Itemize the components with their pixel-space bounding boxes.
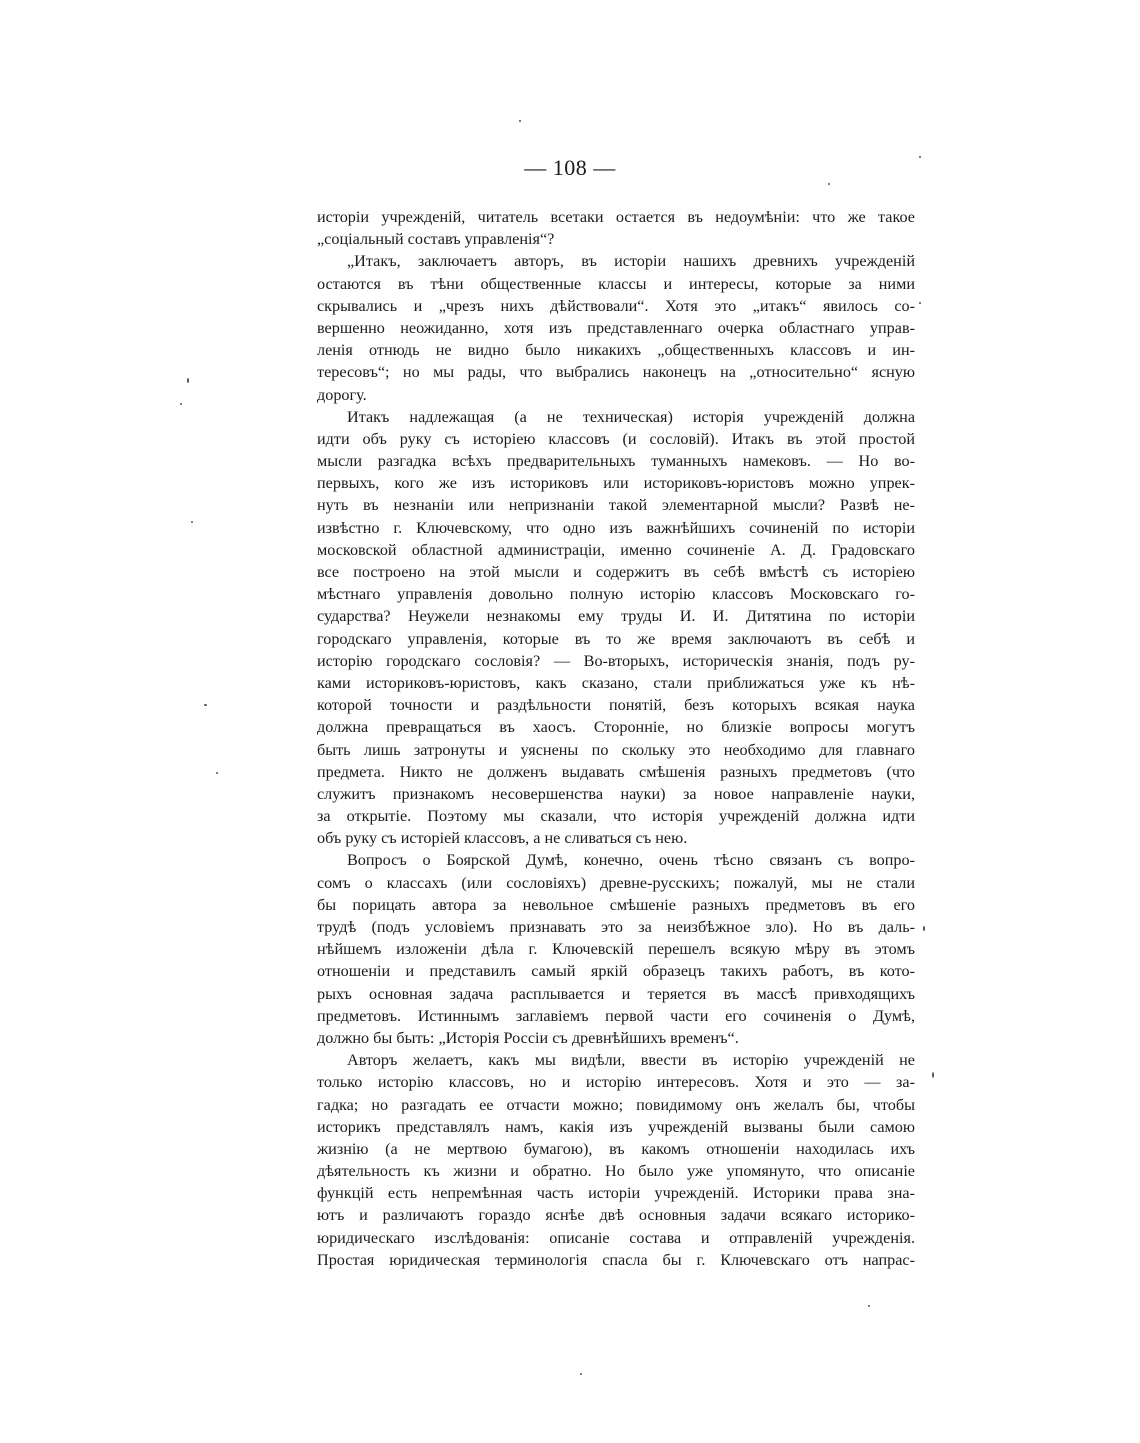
text-line: трудѣ (подъ условіемъ признавать это за неизбѣжное зло). Но въ даль- [317,918,915,936]
scan-speck [204,704,207,706]
text-line: дѣятельность къ жизни и обратно. Но было уже упомянуто, что описаніе [317,1162,915,1181]
scan-speck [519,120,521,122]
text-line: предмета. Никто не долженъ выдавать смѣшенія разныхъ предметовъ (что [317,762,915,781]
text-line: сомъ о классахъ (или сословіяхъ) древне-русскихъ; пожалуй, мы не стали [317,873,915,892]
text-line: гадка; но разгадать ее отчасти можно; повидимому онъ желалъ бы, чтобы [317,1095,915,1114]
text-line: исторіи учрежденій, читатель всетаки остается въ недоумѣніи: что же такое [317,208,915,226]
text-line: идти объ руку съ исторіею классовъ (и сословій). Итакъ въ этой простой [317,429,915,448]
text-line: вершенно неожиданно, хотя изъ представленнаго очерка областнаго управ- [317,318,915,337]
scan-speck [932,1072,934,1078]
text-line: первыхъ, кого же изъ историковъ или историковъ-юристовъ можно упрек- [317,474,915,493]
text-line: извѣстно г. Ключевскому, что одно изъ важнѣйшихъ сочиненій по исторіи [317,518,915,537]
scan-speck [191,521,193,523]
text-line: быть лишь затронуты и уяснены по скольку это необходимо для главнаго [317,740,915,759]
text-line: которой точности и раздѣльности понятій, безъ которыхъ всякая наука [317,696,915,715]
text-line: историкъ представлялъ намъ, какія изъ учрежденій вызваны были самою [317,1117,915,1136]
scan-speck [187,378,189,383]
text-line: объ руку съ исторіей классовъ, а не сливаться съ нею. [317,829,688,848]
text-line: остаются въ тѣни общественные классы и интересы, которые за ними [317,274,915,293]
text-line: Простая юридическая терминологія спасла бы г. Ключевскаго отъ напрас- [317,1250,915,1269]
text-line: мѣстнаго управленія довольно полную исторію классовъ Московскаго го- [317,585,915,604]
text-line: Вопросъ о Боярской Думѣ, конечно, очень тѣсно связанъ съ вопро- [347,851,915,870]
text-line: Авторъ желаетъ, какъ мы видѣли, ввести въ исторію учрежденій не [347,1051,915,1070]
scan-speck [868,1305,870,1307]
text-line: „соціальный составъ управленія“? [317,230,555,249]
text-line: предметовъ. Истиннымъ заглавіемъ первой части его сочиненія о Думѣ, [317,1006,915,1025]
scan-speck [216,772,218,774]
text-line: бы порицать автора за невольное смѣшеніе разныхъ предметовъ въ его [317,895,915,914]
text-line: московской областной администраціи, именно сочиненіе А. Д. Градовскаго [317,540,915,559]
text-line: за открытіе. Поэтому мы сказали, что исторія учрежденій должна идти [317,807,915,826]
text-line: функцій есть непремѣнная часть исторіи учрежденій. Историки права зна- [317,1184,915,1203]
text-line: ютъ и различаютъ гораздо яснѣе двѣ основныя задачи всякаго историко- [317,1206,915,1225]
text-line: сударства? Неужели незнакомы ему труды И. И. Дитятина по исторіи [317,607,915,626]
text-line: служитъ признакомъ несовершенства науки) за новое направленіе науки, [317,784,915,803]
text-line: юридическаго изслѣдованія: описаніе состава и отправленій учрежденія. [317,1228,915,1247]
page-number: — 108 — [524,155,616,180]
scan-speck [919,156,921,158]
text-line: рыхъ основная задача расплывается и теряется въ массѣ привходящихъ [317,984,915,1003]
scan-speck [919,302,921,304]
text-line: Итакъ надлежащая (а не техническая) исторія учрежденій должна [347,407,915,426]
text-line: ками историковъ-юристовъ, какъ сказано, стали приближаться уже къ нѣ- [317,673,915,692]
scan-speck [580,1373,582,1375]
text-line: исторію городскаго сословія? — Во-вторыхъ, историческія знанія, подъ ру- [317,651,915,670]
scan-speck [180,403,182,405]
text-line: должна превращаться въ хаосъ. Сторонніе, но близкіе вопросы могутъ [317,718,915,737]
scan-speck [923,926,925,931]
text-line: нѣйшемъ изложеніи дѣла г. Ключевскій перешелъ всякую мѣру въ этомъ [317,940,915,959]
text-line: только исторію классовъ, но и исторію интересовъ. Хотя и это — за- [317,1073,915,1092]
text-line: скрывались и „чрезъ нихъ дѣйствовали“. Хотя это „итакъ“ явилось со- [317,296,915,315]
text-line: городскаго управленія, которые въ то же время заключаютъ въ себѣ и [317,629,915,648]
text-line: нуть въ незнаніи или непризнаніи такой элементарной мысли? Развѣ не- [317,496,915,515]
text-line: „Итакъ, заключаетъ авторъ, въ исторіи нашихъ древнихъ учрежденій [347,252,915,271]
text-line: ленія отнюдь не видно было никакихъ „общественныхъ классовъ и ин- [317,341,915,360]
text-line: жизнію (а не мертвою бумагою), въ какомъ отношеніи находилась ихъ [317,1139,915,1158]
text-line: должно бы быть: „Исторія Россіи съ древнѣйшихъ временъ“. [317,1028,739,1047]
body-text [317,206,915,1271]
text-line: тересовъ“; но мы рады, что выбрались наконецъ на „относительно“ ясную [317,363,915,382]
text-line: отношеніи и представилъ самый яркій образецъ такихъ работъ, въ кото- [317,962,915,981]
text-line: мысли разгадка всѣхъ предварительныхъ туманныхъ намековъ. — Но во- [317,452,915,471]
text-line: дорогу. [317,385,367,404]
scan-speck [828,183,830,185]
text-line: все построено на этой мысли и содержитъ въ себѣ вмѣстѣ съ исторіею [317,563,915,581]
